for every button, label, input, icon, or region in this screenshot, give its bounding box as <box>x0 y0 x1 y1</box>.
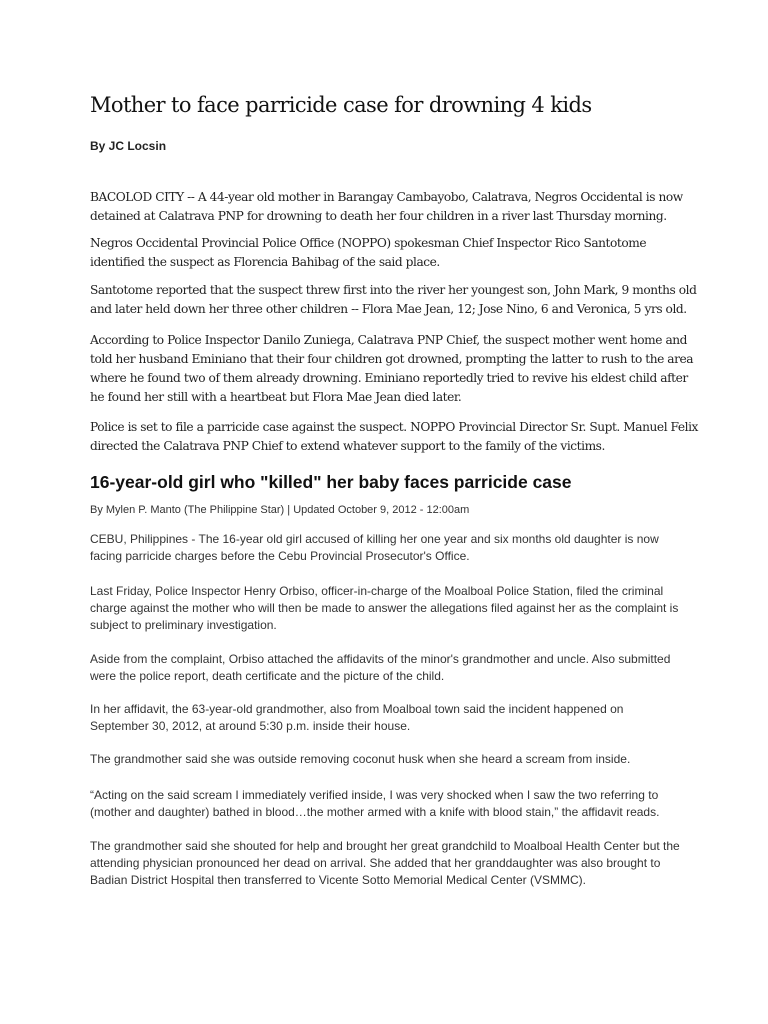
article-1-paragraph-2: Negros Occidental Provincial Police Office (NOPPO) spokesman Chief Inspector Rico Santotome identified the suspect as Florencia Bahibag of the said place. <box>90 236 647 269</box>
article-1-byline: By JC Locsin <box>90 139 167 153</box>
article-2-paragraph-2: Last Friday, Police Inspector Henry Orbiso, officer-in-charge of the Moalboal Police Station, filed the criminal charge against the mother who will then be made to answer the allegations filed against her as the complaint is subject to preliminary investigation. <box>90 584 679 632</box>
article-1-paragraph-5: Police is set to file a parricide case against the suspect. NOPPO Provincial Director Sr. Supt. Manuel Felix directed the Calatrava PNP Chief to extend whatever support to the family of the victims. <box>90 420 698 453</box>
article-2-paragraph-3: Aside from the complaint, Orbiso attached the affidavits of the minor's grandmother and uncle. Also submitted were the police report, death certificate and the picture of the child. <box>90 652 671 683</box>
article-2-paragraph-7: The grandmother said she shouted for help and brought her great grandchild to Moalboal Health Center but the attending physician pronounced her dead on arrival. She added that her granddaughter was also brought to Badian District Hospital then transferred to Vicente Sotto Memorial Medical Center (VSMMC). <box>90 839 680 887</box>
article-2-paragraph-4: In her affidavit, the 63-year-old grandmother, also from Moalboal town said the incident happened on September 30, 2012, at around 5:30 p.m. inside their house. <box>90 702 624 733</box>
article-2-paragraph-1: CEBU, Philippines - The 16-year old girl accused of killing her one year and six months old daughter is now facing parricide charges before the Cebu Provincial Prosecutor's Office. <box>90 532 659 563</box>
article-2-byline: By Mylen P. Manto (The Philippine Star) | Updated October 9, 2012 - 12:00am <box>90 504 470 516</box>
article-2-paragraph-5: The grandmother said she was outside removing coconut husk when she heard a scream from inside. <box>90 752 631 766</box>
article-2-title: 16-year-old girl who "killed" her baby faces parricide case <box>90 472 572 492</box>
article-1-paragraph-4: According to Police Inspector Danilo Zuniega, Calatrava PNP Chief, the suspect mother went home and told her husband Eminiano that their four children got drowned, prompting the latter to rush to the area where he found two of them already drowning. Eminiano reportedly tried to revive his eldest child after he found her still with a heartbeat but Flora Mae Jean died later. <box>90 333 694 404</box>
article-2-paragraph-6: “Acting on the said scream I immediately verified inside, I was very shocked when I saw the two referring to (mother and daughter) bathed in blood…the mother armed with a knife with blood stain,” the affidavit reads. <box>90 788 660 819</box>
article-1-paragraph-3: Santotome reported that the suspect threw first into the river her youngest son, John Mark, 9 months old and later held down her three other children -- Flora Mae Jean, 12; Jose Nino, 6 and Veronica, 5 yrs old. <box>90 283 697 316</box>
article-1-title: Mother to face parricide case for drowning 4 kids <box>90 93 592 117</box>
article-1-paragraph-1: BACOLOD CITY -- A 44-year old mother in Barangay Cambayobo, Calatrava, Negros Occidental is now detained at Calatrava PNP for drowning to death her four children in a river last Thursday morning. <box>90 190 683 223</box>
